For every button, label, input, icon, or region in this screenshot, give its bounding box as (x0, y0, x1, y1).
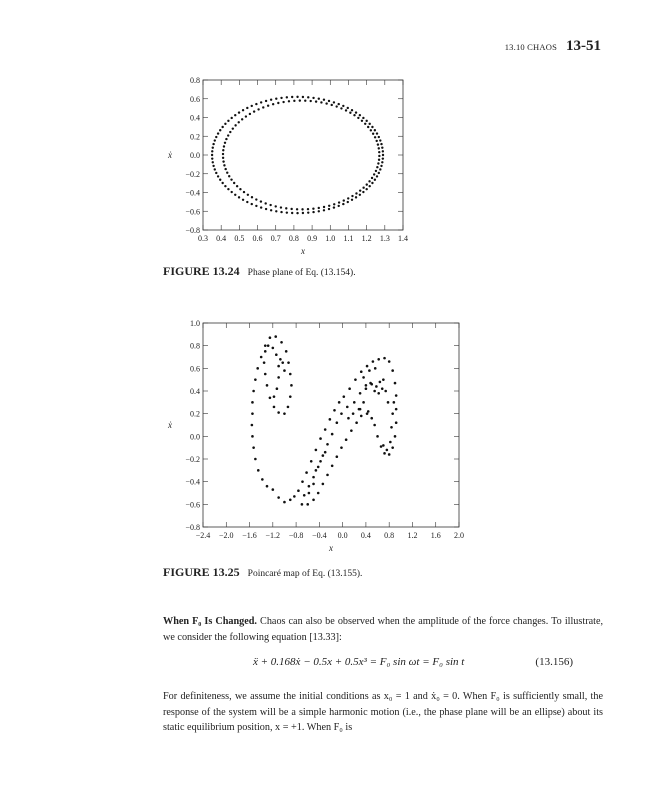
x-tick-label: −2.4 (195, 531, 211, 540)
data-point (386, 449, 389, 452)
section-title: 13.10 CHAOS (504, 42, 557, 52)
x-tick-label: 1.6 (430, 531, 441, 540)
data-point (336, 421, 339, 424)
data-point (362, 376, 365, 379)
data-point (360, 370, 363, 373)
data-point (324, 451, 327, 454)
data-point (343, 395, 346, 398)
data-point (275, 353, 278, 356)
x-tick-label: 0.8 (384, 531, 395, 540)
data-point (365, 387, 368, 390)
data-point (322, 454, 325, 457)
y-tick-label: −0.4 (185, 188, 200, 198)
data-point (256, 367, 259, 370)
data-point (276, 387, 279, 390)
body-paragraph-main (163, 689, 603, 736)
x-axis-label: x (329, 543, 333, 553)
data-point (315, 469, 318, 472)
x-tick-label: 1.2 (407, 531, 418, 540)
y-tick-label: 0.0 (190, 432, 200, 442)
data-point (266, 384, 269, 387)
data-point (312, 499, 315, 502)
data-point (308, 492, 311, 495)
data-point (395, 394, 398, 397)
data-point (390, 426, 393, 429)
data-point (272, 347, 275, 350)
data-point (395, 408, 398, 411)
data-point (257, 469, 260, 472)
x-tick-label: 0.4 (360, 531, 371, 540)
data-point (387, 401, 390, 404)
data-point (264, 344, 267, 347)
data-point (283, 501, 286, 504)
data-point (381, 387, 384, 390)
data-point (382, 378, 385, 381)
equation-number: (13.156) (535, 656, 573, 668)
data-point (274, 335, 277, 338)
data-point (289, 499, 292, 502)
paragraph-heading: When F₀ Is Changed. (163, 616, 257, 627)
x-tick-label: −2.0 (219, 531, 234, 540)
figure-label: FIGURE 13.25 (163, 565, 240, 579)
data-point (266, 485, 269, 488)
data-point (281, 361, 284, 364)
data-point (287, 361, 290, 364)
y-axis-label: ẋ (168, 420, 172, 430)
data-point (254, 378, 257, 381)
data-point (289, 395, 292, 398)
x-tick-label: −0.4 (312, 531, 327, 540)
figure-caption-13-25 (163, 565, 362, 580)
x-tick-label: 0.0 (337, 531, 348, 540)
data-point (279, 358, 282, 361)
data-point (289, 373, 292, 376)
data-point (252, 390, 255, 393)
data-point (322, 483, 325, 486)
y-tick-label: −0.6 (185, 207, 200, 217)
x-axis-label: x (301, 246, 305, 256)
data-point (379, 381, 382, 384)
equation-body: ẍ + 0.168ẋ − 0.5x + 0.5x³ = F₀ sin ωt = F₀ sin t (253, 656, 465, 668)
x-tick-label: −1.6 (242, 531, 257, 540)
data-point (352, 412, 355, 415)
x-tick-label: 0.6 (252, 234, 263, 243)
data-point (263, 361, 266, 364)
data-point (269, 336, 272, 339)
data-point (345, 438, 348, 441)
data-point (297, 489, 300, 492)
data-point (353, 401, 356, 404)
data-point (373, 424, 376, 427)
data-point (331, 433, 334, 436)
data-point (375, 385, 378, 388)
y-tick-label: 0.4 (190, 113, 200, 123)
data-point (354, 378, 357, 381)
equation-13-156 (163, 656, 603, 672)
data-point (333, 409, 336, 412)
y-tick-label: 0.4 (190, 387, 200, 396)
data-point (346, 406, 349, 409)
y-tick-label: 0.8 (190, 341, 200, 351)
data-point (251, 435, 254, 438)
data-point (393, 401, 396, 404)
data-point (384, 390, 387, 393)
data-point (264, 373, 267, 376)
data-point (283, 412, 286, 415)
data-point (324, 428, 327, 431)
y-tick-label: 0.6 (190, 364, 200, 374)
data-point (329, 418, 332, 421)
page-number: 13-51 (566, 38, 601, 54)
data-point (340, 446, 343, 449)
data-point (382, 444, 385, 447)
x-tick-label: 1.0 (325, 234, 336, 243)
data-point (312, 476, 315, 479)
x-tick-label: −0.8 (288, 531, 304, 540)
x-tick-label: 1.4 (398, 234, 408, 243)
data-point (301, 503, 304, 506)
data-point (347, 417, 350, 420)
data-point (394, 382, 397, 385)
x-tick-label: 0.7 (270, 234, 281, 243)
data-point (317, 492, 320, 495)
data-point (338, 401, 341, 404)
data-point (388, 453, 391, 456)
y-tick-label: −0.2 (185, 169, 200, 179)
data-point (264, 350, 267, 353)
data-point (370, 417, 373, 420)
data-point (283, 369, 286, 372)
data-point (368, 369, 371, 372)
data-point (252, 446, 255, 449)
y-axis-label: ẋ (168, 150, 172, 160)
x-tick-label: 2.0 (454, 531, 464, 540)
data-point (273, 395, 276, 398)
data-point (372, 360, 375, 363)
data-point (391, 412, 394, 415)
x-tick-label: 1.3 (379, 234, 390, 243)
data-point (251, 401, 254, 404)
data-point (326, 443, 329, 446)
data-point (260, 356, 263, 359)
data-point (254, 458, 257, 461)
data-point (277, 411, 280, 414)
data-point (383, 357, 386, 360)
data-point (383, 452, 386, 455)
paragraph-text: For definiteness, we assume the initial conditions as x₀ = 1 and ẋ₀ = 0. When F₀ is sufficiently small, the response of the system will be a simple harmonic motion (i.e., the phase plane will be an ellipse) about its static equilibrium position, x = +1. When F₀ is (163, 691, 603, 733)
data-point (310, 460, 313, 463)
data-series (251, 335, 398, 505)
data-point (369, 382, 372, 385)
data-point (303, 494, 306, 497)
x-tick-label: 0.9 (307, 234, 318, 243)
data-point (395, 421, 398, 424)
data-point (251, 424, 254, 427)
data-point (315, 449, 318, 452)
data-point (359, 392, 362, 395)
data-point (366, 412, 369, 415)
body-paragraph-intro (163, 614, 603, 645)
data-point (290, 384, 293, 387)
data-point (367, 410, 370, 413)
y-tick-label: 1.0 (190, 319, 200, 328)
figure-caption-text: Poincaré map of Eq. (13.155). (247, 569, 363, 579)
y-tick-label: −0.2 (185, 455, 200, 464)
data-point (308, 485, 311, 488)
data-point (380, 445, 383, 448)
y-tick-label: 0.2 (190, 409, 200, 419)
data-point (277, 496, 280, 499)
data-point (377, 392, 380, 395)
x-tick-label: 0.8 (288, 234, 299, 243)
data-point (267, 344, 270, 347)
data-point (376, 435, 379, 438)
y-tick-label: 0.0 (190, 151, 200, 160)
paragraph-text: Chaos can also be observed when the amplitude of the force changes. To illustrate, we consider the following equation [13.33]: (163, 616, 604, 643)
y-tick-label: −0.8 (185, 523, 200, 532)
data-point (319, 437, 322, 440)
data-point (301, 480, 304, 483)
y-tick-label: 0.8 (190, 76, 200, 85)
data-point (365, 384, 368, 387)
data-point (336, 455, 339, 458)
data-point (331, 465, 334, 468)
data-point (277, 365, 280, 368)
x-tick-label: −1.2 (265, 531, 281, 540)
x-tick-label: 0.5 (234, 234, 245, 243)
x-tick-label: 0.4 (216, 234, 227, 243)
data-point (285, 350, 288, 353)
data-point (359, 408, 362, 411)
data-point (340, 412, 343, 415)
data-point (391, 369, 394, 372)
y-tick-label: 0.2 (190, 132, 200, 142)
data-point (269, 397, 272, 400)
plot-frame (203, 323, 459, 527)
data-point (391, 446, 394, 449)
data-point (273, 406, 276, 409)
data-point (389, 441, 392, 444)
data-point (362, 401, 365, 404)
data-point (350, 429, 353, 432)
data-point (388, 360, 391, 363)
data-point (348, 387, 351, 390)
x-tick-label: 1.2 (361, 234, 372, 243)
data-point (312, 483, 315, 486)
data-point (280, 341, 283, 344)
y-tick-label: −0.8 (185, 226, 200, 235)
data-point (317, 466, 320, 469)
data-point (305, 471, 308, 474)
data-point (319, 460, 322, 463)
data-point (261, 478, 264, 481)
figure-label: FIGURE 13.24 (163, 264, 240, 278)
x-tick-label: 1.1 (343, 234, 354, 243)
data-point (326, 474, 329, 477)
data-point (306, 503, 309, 506)
data-point (272, 488, 275, 491)
data-point (355, 421, 358, 424)
data-point (377, 358, 380, 361)
data-point (374, 367, 377, 370)
figure-caption-text: Phase plane of Eq. (13.154). (247, 268, 356, 278)
y-tick-label: 0.6 (190, 94, 200, 104)
y-tick-label: −0.6 (185, 500, 200, 510)
y-tick-label: −0.4 (185, 477, 200, 487)
data-point (366, 365, 369, 368)
data-point (360, 415, 363, 418)
data-point (287, 406, 290, 409)
data-point (394, 435, 397, 438)
data-point (373, 390, 376, 393)
x-tick-label: 0.3 (198, 234, 208, 243)
data-point (277, 376, 280, 379)
data-point (251, 412, 254, 415)
data-point (293, 495, 296, 498)
